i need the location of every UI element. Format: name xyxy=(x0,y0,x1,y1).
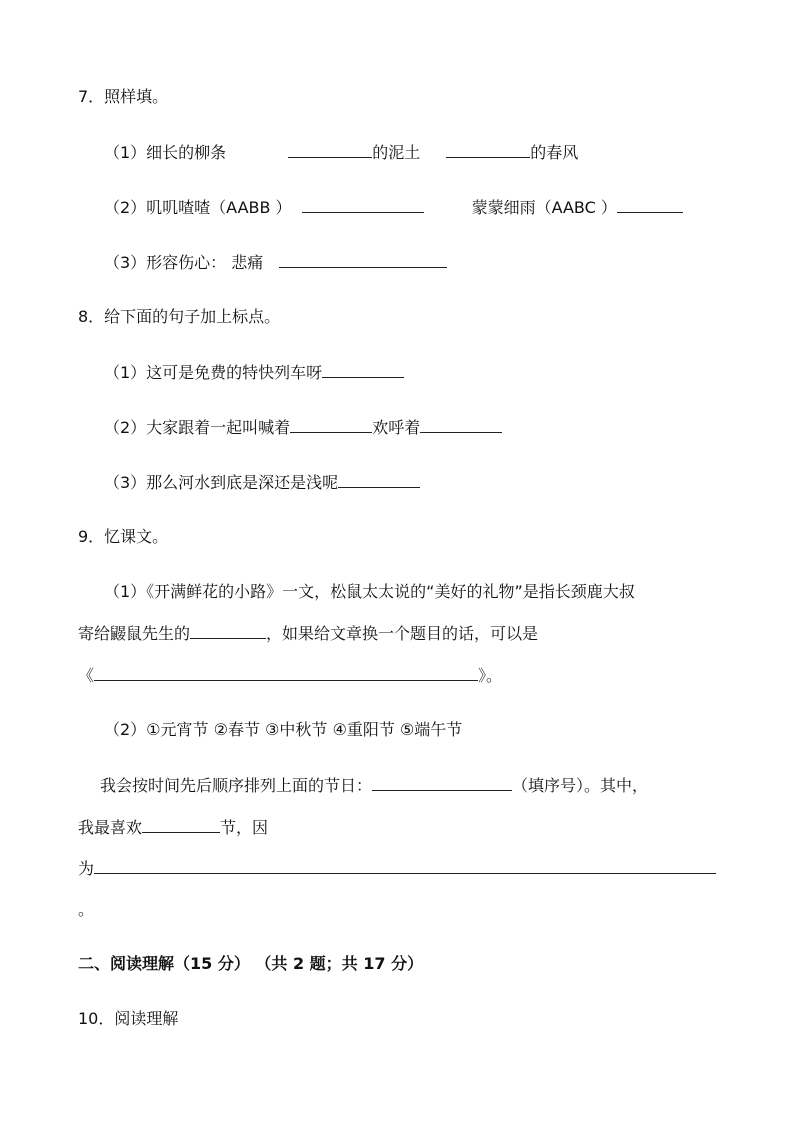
q9-p1-line-1: （1）《开满鲜花的小路》一文，松鼠太太说的“美好的礼物”是指长颈鹿大叔 xyxy=(104,582,635,601)
q8-item-2-text-a: （2）大家跟着一起叫喊着 xyxy=(104,418,291,437)
q9-p1-line-2 xyxy=(78,622,538,645)
q9-favorite-line xyxy=(78,816,268,839)
q8-item-1 xyxy=(104,361,404,384)
q8-item-2-blank-1[interactable] xyxy=(290,416,372,433)
q7-item-3-prefix: （3）形容伤心： 悲痛 xyxy=(104,253,264,272)
q9-p1-blank-gift[interactable] xyxy=(190,622,266,639)
q9-p1-line-2b: ，如果给文章换一个题目的话，可以是 xyxy=(266,624,539,643)
q7-item-2-blank-2[interactable] xyxy=(617,196,683,213)
q9-because-blank[interactable] xyxy=(94,857,716,874)
q8-item-3-text: （3）那么河水到底是深还是浅呢 xyxy=(104,473,339,492)
q8-item-2-text-b: 欢呼着 xyxy=(372,418,421,437)
q9-p1-open-bracket: 《 xyxy=(78,666,95,685)
q7-item-2-prefix: （2）叽叽喳喳（AABB ） xyxy=(104,198,292,217)
q7-item-1-mid: 的泥土 xyxy=(372,143,421,162)
question-10-title: 10．阅读理解 xyxy=(78,1009,179,1028)
q9-because-text: 为 xyxy=(78,859,95,878)
question-7-title: 7．照样填。 xyxy=(78,87,169,106)
q7-item-3-blank[interactable] xyxy=(279,251,447,268)
q9-p1-title-line xyxy=(78,664,502,687)
q9-order-blank[interactable] xyxy=(372,774,512,791)
q7-item-2-second: 蒙蒙细雨（AABC ） xyxy=(471,198,617,217)
section-2-heading: 二、阅读理解（15 分） （共 2 题；共 17 分） xyxy=(78,954,424,973)
q9-order-line xyxy=(100,774,648,797)
q9-order-text-b: （填序号）。其中， xyxy=(512,776,649,795)
question-8-title: 8．给下面的句子加上标点。 xyxy=(78,307,281,326)
q9-order-text-a: 我会按时间先后顺序排列上面的节日： xyxy=(100,776,373,795)
q8-item-1-blank[interactable] xyxy=(322,361,404,378)
q7-item-3 xyxy=(104,251,447,274)
q7-item-1 xyxy=(104,141,578,164)
q8-item-2 xyxy=(104,416,502,439)
q9-p1-title-blank[interactable] xyxy=(94,664,478,681)
q8-item-1-text: （1）这可是免费的特快列车呀 xyxy=(104,363,323,382)
q8-item-2-blank-2[interactable] xyxy=(420,416,502,433)
q7-item-1-prefix: （1）细长的柳条 xyxy=(104,143,227,162)
q9-favorite-text-b: 节，因 xyxy=(220,818,269,837)
q7-item-1-blank-1[interactable] xyxy=(288,141,372,158)
question-9-title: 9．忆课文。 xyxy=(78,527,169,546)
q9-favorite-blank[interactable] xyxy=(142,816,220,833)
q9-festival-list: （2）①元宵节 ②春节 ③中秋节 ④重阳节 ⑤端午节 xyxy=(104,720,463,739)
q9-favorite-text-a: 我最喜欢 xyxy=(78,818,143,837)
q7-item-2-blank-1[interactable] xyxy=(302,196,424,213)
q7-item-2 xyxy=(104,196,683,219)
q8-item-3-blank[interactable] xyxy=(338,471,420,488)
q9-end-mark: 。 xyxy=(78,900,95,919)
q7-item-1-blank-2[interactable] xyxy=(446,141,530,158)
q9-p1-line-2a: 寄给鼹鼠先生的 xyxy=(78,624,191,643)
q8-item-3 xyxy=(104,471,420,494)
q9-p1-close-bracket: 》。 xyxy=(478,666,503,685)
q9-because-line xyxy=(78,857,716,880)
q7-item-1-end: 的春风 xyxy=(530,143,579,162)
